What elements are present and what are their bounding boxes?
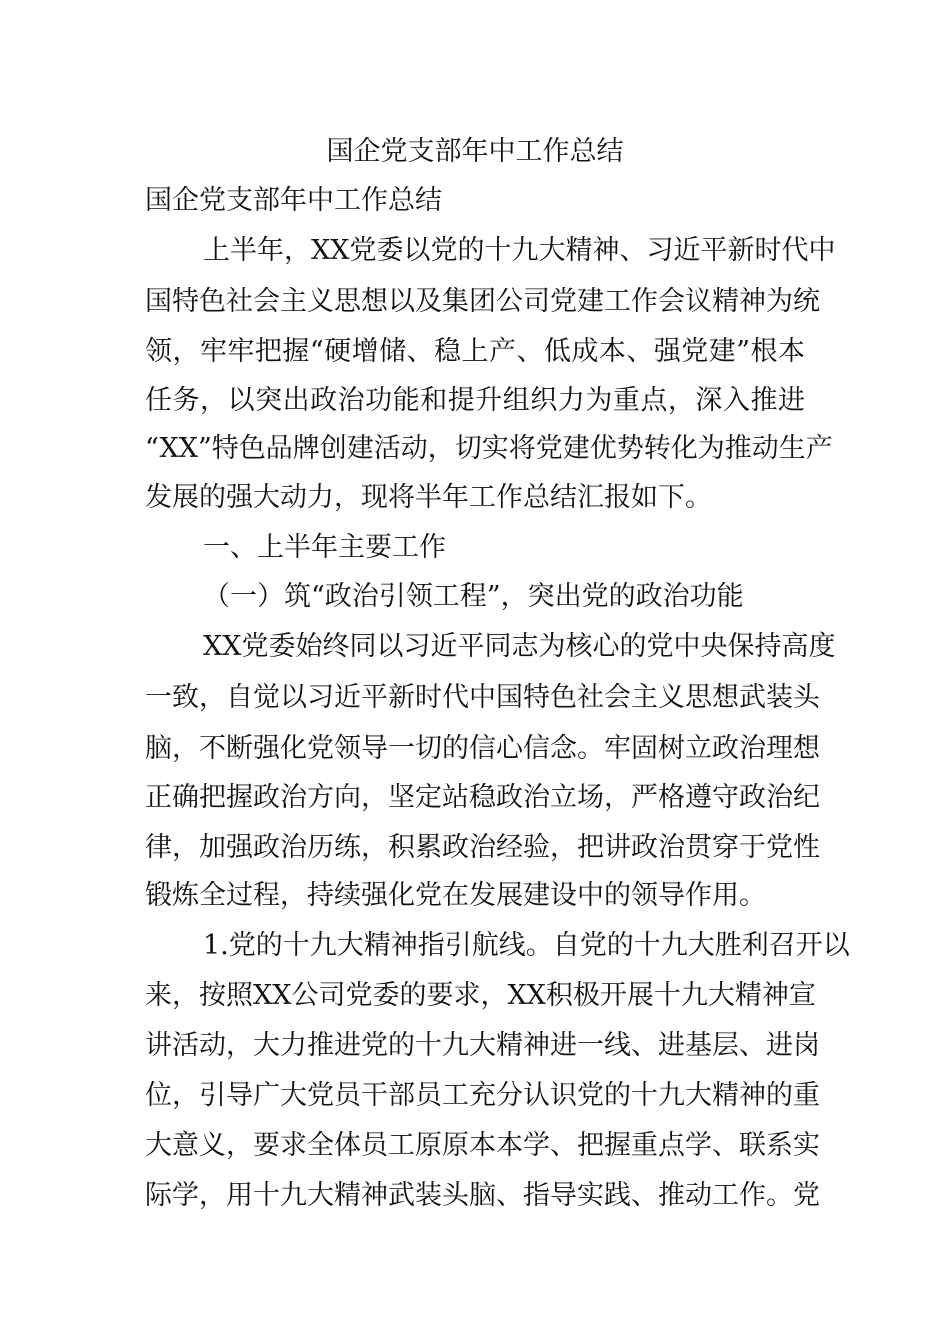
subsection-heading: （一）筑“政治引领工程”，突出党的政治功能 [203,581,744,612]
paragraph-line: 大意义，要求全体员工原原本本学、把握重点学、联系实 [145,1130,820,1161]
paragraph-line: 国特色社会主义思想以及集团公司党建工作会议精神为统 [145,286,820,317]
paragraph-line: 1.党的十九大精神指引航线。自党的十九大胜利召开以 [203,930,850,961]
paragraph-line: 锻炼全过程，持续强化党在发展建设中的领导作用。 [145,880,766,911]
document-title: 国企党支部年中工作总结 [326,136,624,167]
paragraph-line: XX党委始终同以习近平同志为核心的党中央保持高度 [203,631,836,662]
paragraph-line: 发展的强大动力，现将半年工作总结汇报如下。 [145,482,712,513]
paragraph-line: “XX”特色品牌创建活动，切实将党建优势转化为推动生产 [145,433,833,464]
paragraph-line: 位，引导广大党员干部员工充分认识党的十九大精神的重 [145,1080,820,1111]
paragraph-line: 讲活动，大力推进党的十九大精神进一线、进基层、进岗 [145,1030,820,1061]
paragraph-line: 领，牢牢把握“硬增储、稳上产、低成本、强党建”根本 [145,336,805,367]
paragraph-line: 上半年，XX党委以党的十九大精神、习近平新时代中 [203,235,836,266]
paragraph-line: 律，加强政治历练，积累政治经验，把讲政治贯穿于党性 [145,832,820,863]
document-subtitle: 国企党支部年中工作总结 [145,185,442,216]
paragraph-line: 脑，不断强化党领导一切的信心信念。牢固树立政治理想 [145,733,820,764]
paragraph-line: 来，按照XX公司党委的要求，XX积极开展十九大精神宣 [145,980,816,1011]
paragraph-line: 任务，以突出政治功能和提升组织力为重点，深入推进 [145,385,805,416]
paragraph-line: 际学，用十九大精神武装头脑、指导实践、推动工作。党 [145,1180,820,1211]
section-heading: 一、上半年主要工作 [203,532,446,563]
paragraph-line: 正确把握政治方向，坚定站稳政治立场，严格遵守政治纪 [145,782,820,813]
paragraph-line: 一致，自觉以习近平新时代中国特色社会主义思想武装头 [145,682,820,713]
